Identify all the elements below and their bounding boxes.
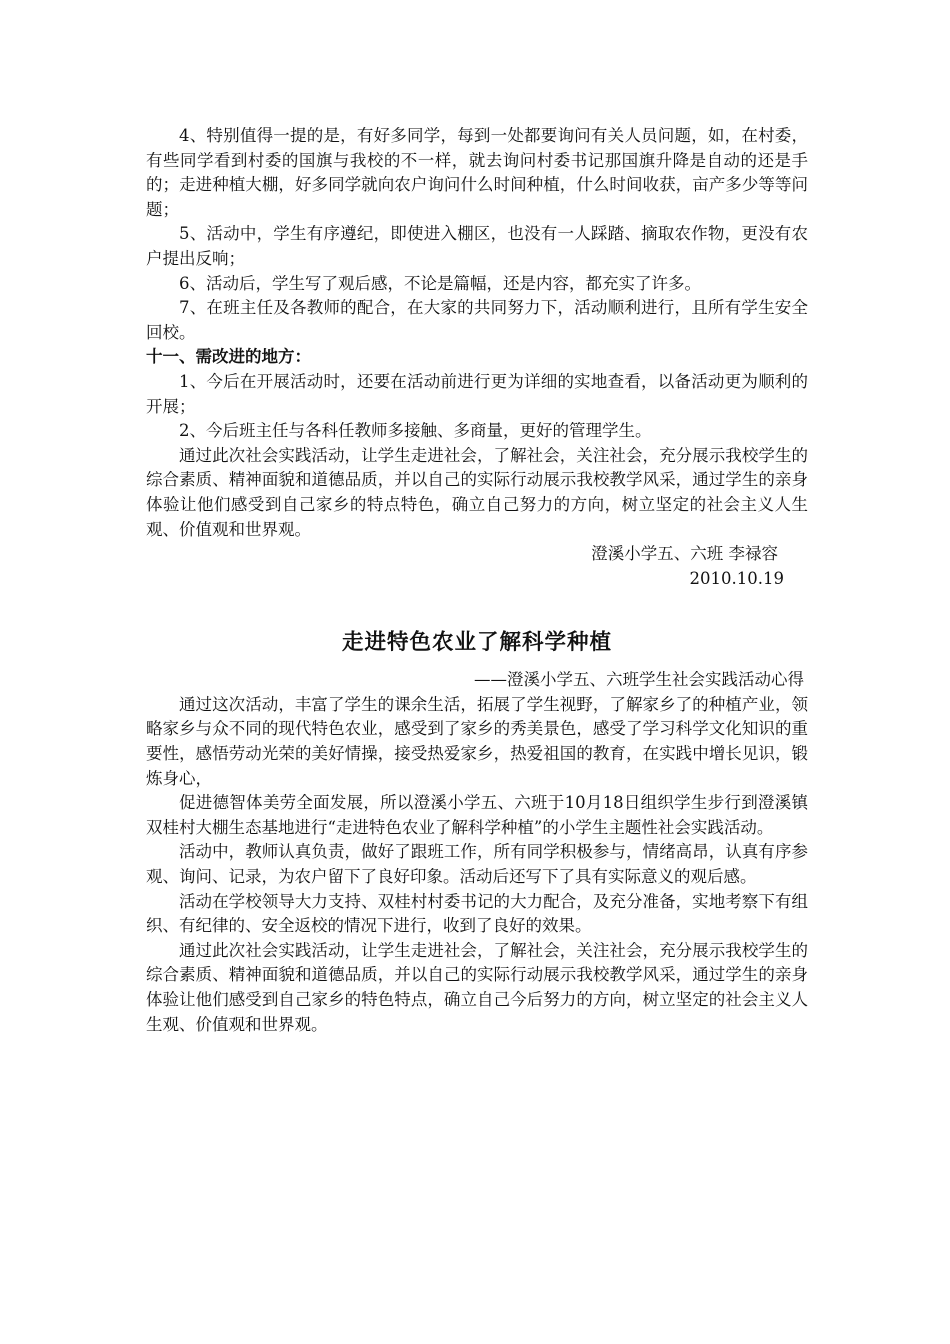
paragraph-item-6: 6、活动后，学生写了观后感，不论是篇幅，还是内容，都充实了许多。 bbox=[179, 273, 701, 293]
paragraph-item-7: 7、在班主任及各教师的配合，在大家的共同努力下，活动顺利进行，且所有学生安全回校。 bbox=[146, 298, 808, 342]
article-paragraph: 通过此次社会实践活动，让学生走进社会，了解社会，关注社会，充分展示我校学生的综合素质、精神面貌和道德品质，并以自己的实际行动展示我校教学风采，通过学生的亲身体验让他们感受到自己家乡的特色特点，确立自己今后努力的方向，树立坚定的社会主义人生观、价值观和世界观。 bbox=[146, 940, 808, 1034]
article-paragraph: 通过这次活动，丰富了学生的课余生活，拓展了学生视野，了解家乡了的种植产业，领略家乡与众不同的现代特色农业，感受到了家乡的秀美景色，感受了学习科学文化知识的重要性，感悟劳动光荣的美好情操，接受热爱家乡，热爱祖国的教育，在实践中增长见识，锻炼身心， bbox=[146, 694, 808, 788]
signature: 澄溪小学五、六班 李禄容 bbox=[591, 544, 778, 564]
paragraph-item-4: 4、特别值得一提的是，有好多同学，每到一处都要询问有关人员问题，如，在村委，有些同学看到村委的国旗与我校的不一样，就去询问村委书记那国旗升降是自动的还是手的；走进种植大棚，好多同学就向农户询问什么时间种植，什么时间收获，亩产多少等等问题； bbox=[146, 126, 808, 219]
improvement-item-2: 2、今后班主任与各科任教师多接触、多商量，更好的管理学生。 bbox=[179, 421, 652, 441]
signature-date: 2010.10.19 bbox=[689, 568, 784, 588]
article-subtitle: ——澄溪小学五、六班学生社会实践活动心得 bbox=[474, 670, 804, 690]
article-paragraph: 活动中，教师认真负责，做好了跟班工作，所有同学积极参与，情绪高昂，认真有序参观、询问、记录，为农户留下了良好印象。活动后还写下了具有实际意义的观后感。 bbox=[146, 842, 808, 887]
article-paragraph: 活动在学校领导大力支持、双桂村村委书记的大力配合，及充分准备，实地考察下有组织、有纪律的、安全返校的情况下进行，收到了良好的效果。 bbox=[146, 891, 808, 936]
improvement-item-1: 1、今后在开展活动时，还要在活动前进行更为详细的实地查看，以备活动更为顺利的开展； bbox=[146, 371, 808, 416]
conclusion-paragraph: 通过此次社会实践活动，让学生走进社会，了解社会，关注社会，充分展示我校学生的综合素质、精神面貌和道德品质，并以自己的实际行动展示我校教学风采，通过学生的亲身体验让他们感受到自己家乡的特点特色，确立自己努力的方向，树立坚定的社会主义人生观、价值观和世界观。 bbox=[146, 445, 808, 539]
document-page bbox=[146, 124, 808, 1037]
paragraph-item-5: 5、活动中，学生有序遵纪，即使进入棚区，也没有一人踩踏、摘取农作物，更没有农户提出反响； bbox=[146, 224, 808, 268]
section-heading: 十一、需改进的地方： bbox=[146, 347, 311, 367]
article-paragraph: 促进德智体美劳全面发展，所以澄溪小学五、六班于10月18日组织学生步行到澄溪镇双桂村大棚生态基地进行“走进特色农业了解科学种植”的小学生主题性社会实践活动。 bbox=[146, 793, 808, 837]
article-title: 走进特色农业了解科学种植 bbox=[341, 630, 612, 656]
